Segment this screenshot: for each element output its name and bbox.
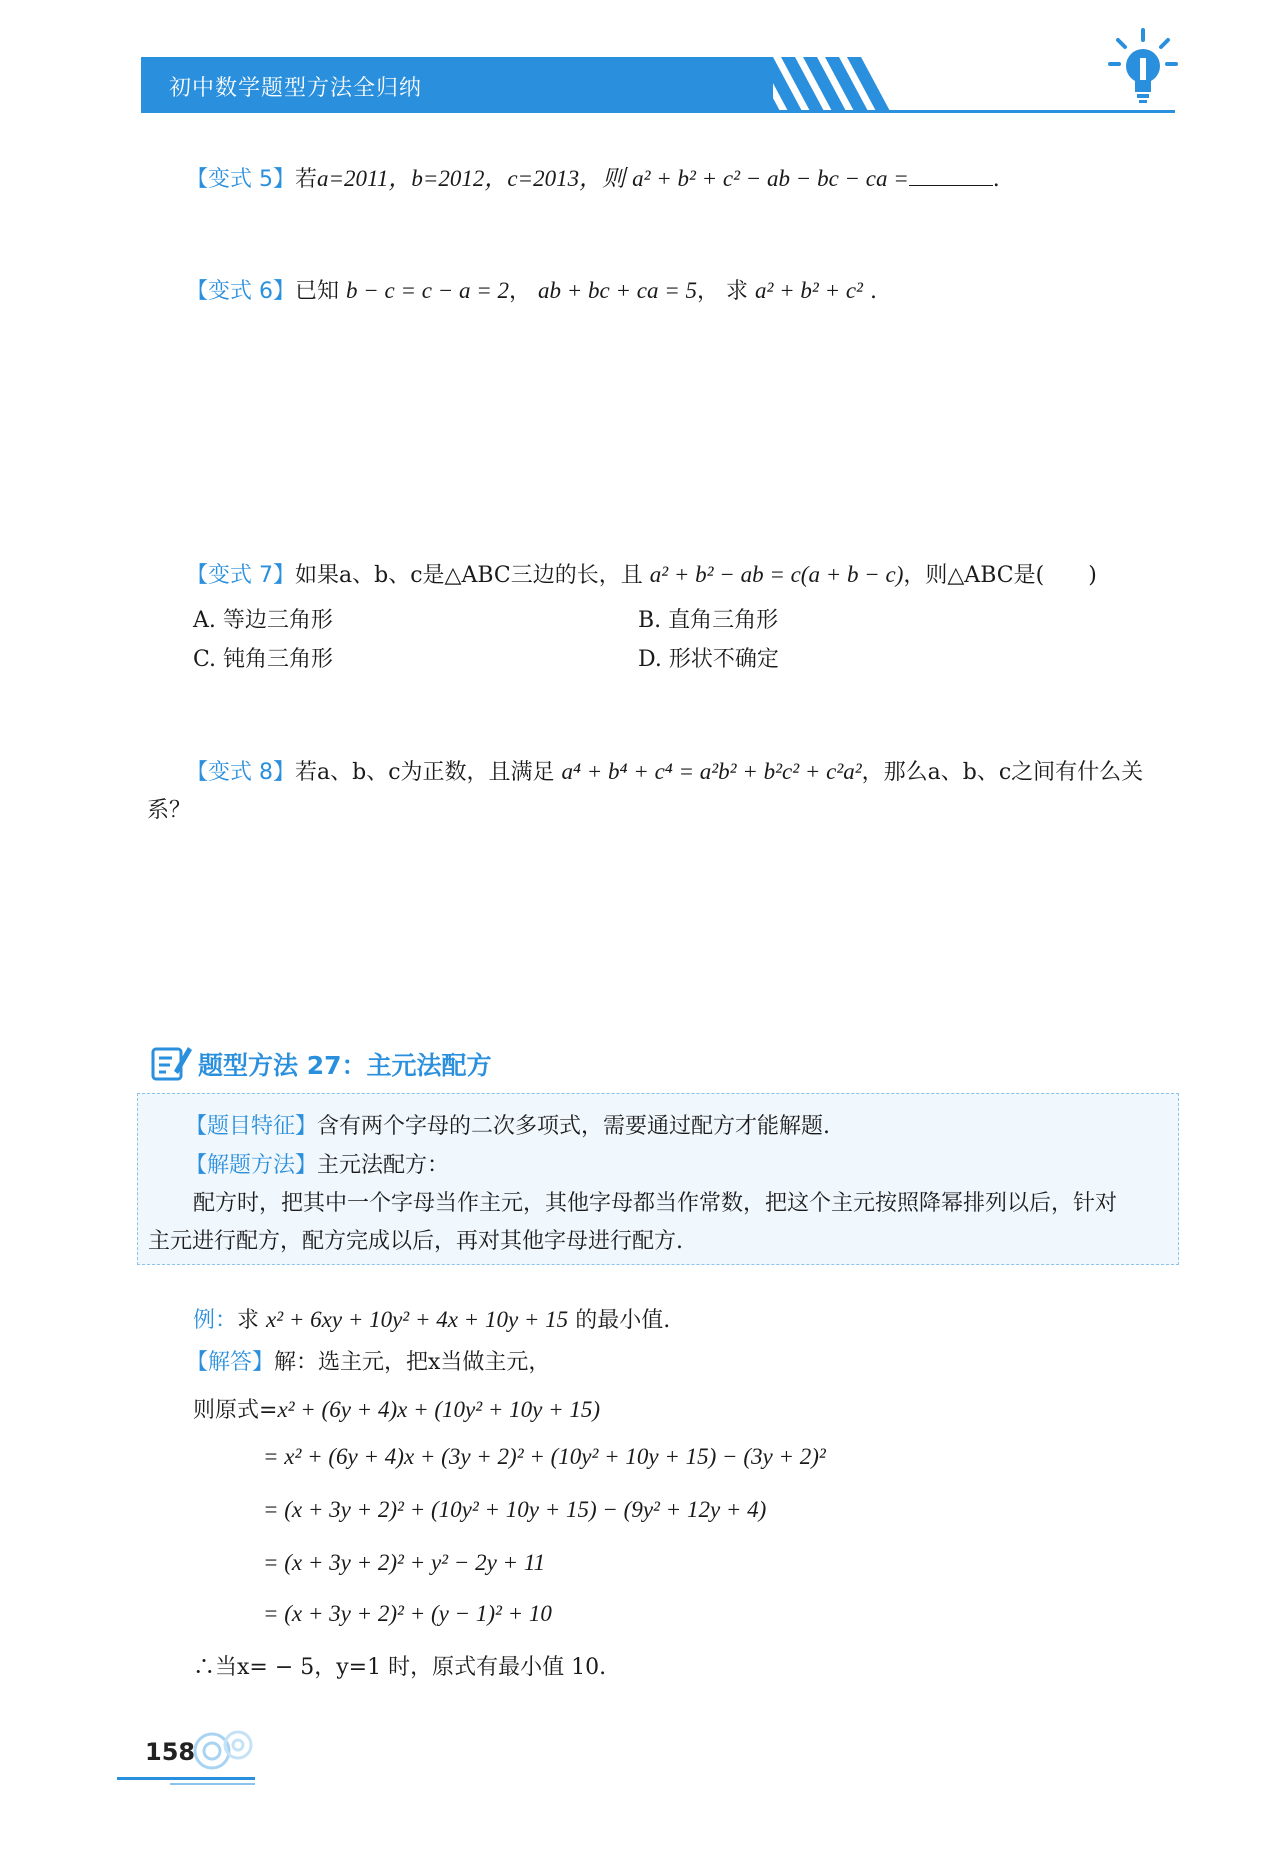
variant-5: [186, 160, 1000, 193]
variant-6-ask: 求: [726, 279, 749, 304]
header-bar: [141, 57, 1175, 113]
variant-6-text: 已知: [295, 279, 340, 304]
option-key: D.: [638, 647, 662, 672]
header-title: 初中数学题型方法全归纳: [169, 76, 423, 101]
example-ask: 求: [237, 1308, 260, 1333]
solution-step-2: = (x + 3y + 2)² + (10y² + 10y + 15) − (9y² + 12y + 4): [263, 1497, 767, 1522]
variant-8-stem-end: ，那么a、b、c之间有什么关: [861, 760, 1144, 785]
solution-conclusion: ∴当x= − 5，y=1 时，原式有最小值 10.: [193, 1655, 607, 1680]
method-description-2: 主元进行配方，配方完成以后，再对其他字母进行配方.: [148, 1229, 683, 1254]
option-b: [638, 603, 778, 634]
variant-6-condition-1: b − c = c − a = 2: [346, 278, 510, 303]
example-line: [193, 1303, 670, 1334]
pencil-note-icon: [150, 1043, 192, 1083]
option-text: 直角三角形: [668, 608, 779, 633]
step-prefix: 则原式=: [193, 1398, 278, 1423]
variant-8-expression: a⁴ + b⁴ + c⁴ = a²b² + b²c² + c²a²: [561, 759, 862, 784]
example-label: 例：: [193, 1308, 238, 1333]
solution-step-1: = x² + (6y + 4)x + (3y + 2)² + (10y² + 10y + 15) − (3y + 2)²: [263, 1444, 826, 1469]
option-key: A.: [193, 608, 216, 633]
option-d: [638, 642, 779, 673]
variant-5-text: 若: [295, 167, 318, 192]
variant-6-condition-2: ab + bc + ca = 5: [538, 278, 697, 303]
example-expression: x² + 6xy + 10y² + 4x + 10y + 15: [266, 1307, 569, 1332]
variant-5-label: 【变式 5】: [186, 167, 295, 192]
variant-8-stem: 若a、b、c为正数，且满足: [295, 760, 555, 785]
answer-blank: [909, 167, 993, 186]
answer-line: [186, 1345, 550, 1376]
answer-text: 解：选主元，把x当做主元，: [274, 1350, 551, 1375]
header-rule: [141, 110, 1175, 113]
variant-8-continuation: 系？: [147, 798, 192, 823]
variant-5-end: .: [992, 167, 1000, 192]
variant-7-stem: 如果a、b、c是△ABC三边的长，且: [295, 563, 643, 588]
option-key: B.: [638, 608, 662, 633]
variant-6: 【变式 6】已知 b − c = c − a = 2， ab + bc + ca = 5， 求 a² + b² + c² .: [186, 278, 877, 304]
footer-rule-secondary: [170, 1783, 255, 1785]
variant-7-expression: a² + b² − ab = c(a + b − c): [649, 562, 904, 587]
answer-label: 【解答】: [186, 1350, 275, 1375]
option-text: 形状不确定: [668, 647, 779, 672]
variant-5-conditions: a=2011，b=2012，c=2013，则: [317, 166, 626, 191]
solution-step-0: [193, 1393, 600, 1424]
method-text: 主元法配方：: [317, 1153, 450, 1178]
feature-text: 含有两个字母的二次多项式，需要通过配方才能解题.: [317, 1114, 831, 1139]
option-text: 钝角三角形: [223, 647, 334, 672]
option-key: C.: [193, 647, 217, 672]
feature-label: 【题目特征】: [185, 1114, 318, 1139]
variant-8-label: 【变式 8】: [186, 760, 295, 785]
variant-6-expression: a² + b² + c²: [755, 278, 863, 303]
variant-6-end: .: [869, 279, 877, 304]
page-number: 158: [145, 1738, 196, 1766]
method-label: 【解题方法】: [185, 1153, 318, 1178]
variant-7-label: 【变式 7】: [186, 563, 295, 588]
method-description-1: 配方时，把其中一个字母当作主元，其他字母都当作常数，把这个主元按照降幂排列以后，针对: [193, 1191, 1118, 1216]
option-a: [193, 603, 333, 634]
header-stripes-decoration: [737, 57, 927, 113]
example-ask-end: 的最小值.: [575, 1308, 671, 1333]
variant-5-expression: a² + b² + c² − ab − bc − ca =: [632, 166, 909, 191]
step-expression: x² + (6y + 4)x + (10y² + 10y + 15): [277, 1397, 601, 1422]
option-c: [193, 642, 333, 673]
solution-step-3: = (x + 3y + 2)² + y² − 2y + 11: [263, 1550, 546, 1575]
variant-8: [186, 755, 1143, 786]
gears-icon: [190, 1725, 260, 1775]
variant-7: [186, 558, 1097, 589]
lightbulb-icon: [1108, 26, 1178, 106]
solution-step-4: = (x + 3y + 2)² + (y − 1)² + 10: [263, 1601, 552, 1626]
method-line: [185, 1148, 449, 1179]
feature-line: [185, 1109, 830, 1140]
variant-7-stem-end: ，则△ABC是( ): [903, 563, 1097, 588]
section-title: 题型方法 27：主元法配方: [198, 1051, 492, 1080]
variant-6-label: 【变式 6】: [186, 279, 295, 304]
footer-rule: [117, 1777, 255, 1780]
option-text: 等边三角形: [222, 608, 333, 633]
method-box: [137, 1093, 1179, 1265]
